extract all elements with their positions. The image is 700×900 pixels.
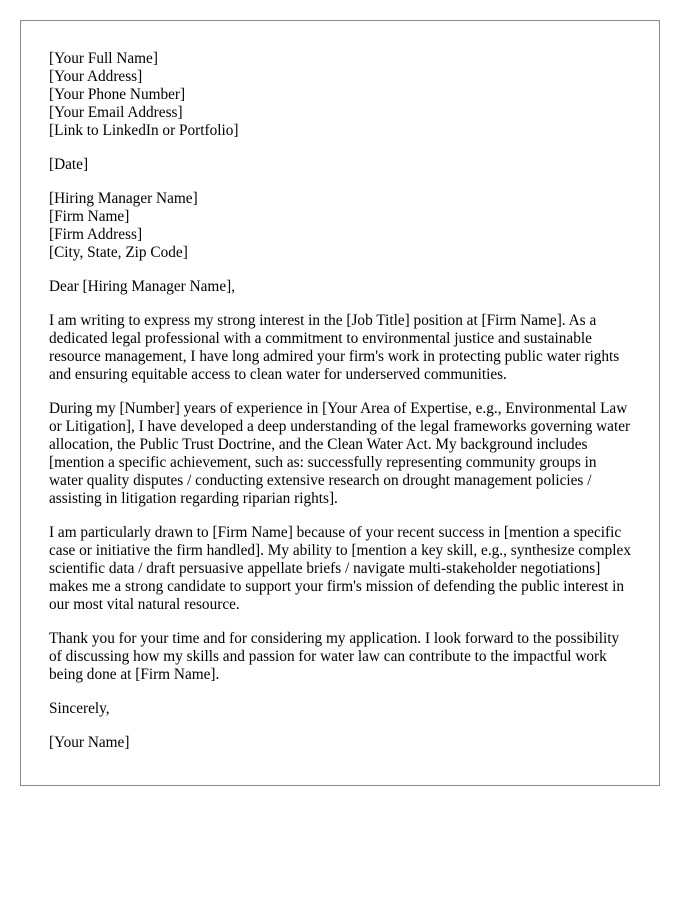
letter-body: [49, 50, 631, 752]
body-paragraph-experience: During my [Number] years of experience in [Your Area of Expertise, e.g., Environmental Law or Litigation], I have developed a deep understanding of the legal frameworks governing water allocation, the Public Trust Doctrine, and the Clean Water Act. My background includes [mention a specific achievement, such as: successfully representing community groups in water quality disputes / conducting extensive research on drought management policies / assisting in litigation regarding riparian rights].: [49, 400, 631, 507]
sender-address: [Your Address]: [49, 68, 143, 85]
closing: Sincerely,: [49, 700, 110, 717]
sender-link: [Link to LinkedIn or Portfolio]: [49, 122, 239, 139]
recipient-firm: [Firm Name]: [49, 208, 130, 225]
body-paragraph-intro: I am writing to express my strong interest in the [Job Title] position at [Firm Name]. As a dedicated legal professional with a commitment to environmental justice and sustainable resource management, I have long admired your firm's work in protecting public water rights and ensuring equitable access to clean water for underserved communities.: [49, 312, 620, 383]
signature: [Your Name]: [49, 734, 130, 751]
sender-phone: [Your Phone Number]: [49, 86, 186, 103]
sender-email: [Your Email Address]: [49, 104, 183, 121]
letter-date: [Date]: [49, 156, 89, 173]
date-block: [49, 156, 631, 174]
salutation: Dear [Hiring Manager Name],: [49, 278, 236, 295]
recipient-block: [49, 190, 631, 262]
recipient-manager: [Hiring Manager Name]: [49, 190, 198, 207]
body-paragraph-closing: Thank you for your time and for considering my application. I look forward to the possibility of discussing how my skills and passion for water law can contribute to the impactful work being done at [Firm Name].: [49, 630, 620, 683]
sender-full-name: [Your Full Name]: [49, 50, 158, 67]
recipient-city: [City, State, Zip Code]: [49, 244, 188, 261]
cover-letter-page: [20, 20, 660, 786]
sender-block: [49, 50, 631, 140]
body-paragraph-motivation: I am particularly drawn to [Firm Name] because of your recent success in [mention a specific case or initiative the firm handled]. My ability to [mention a key skill, e.g., synthesize complex scientific data / draft persuasive appellate briefs / navigate multi-stakeholder negotiations] makes me a strong candidate to support your firm's mission of defending the public interest in our most vital natural resource.: [49, 524, 631, 613]
recipient-firm-address: [Firm Address]: [49, 226, 143, 243]
